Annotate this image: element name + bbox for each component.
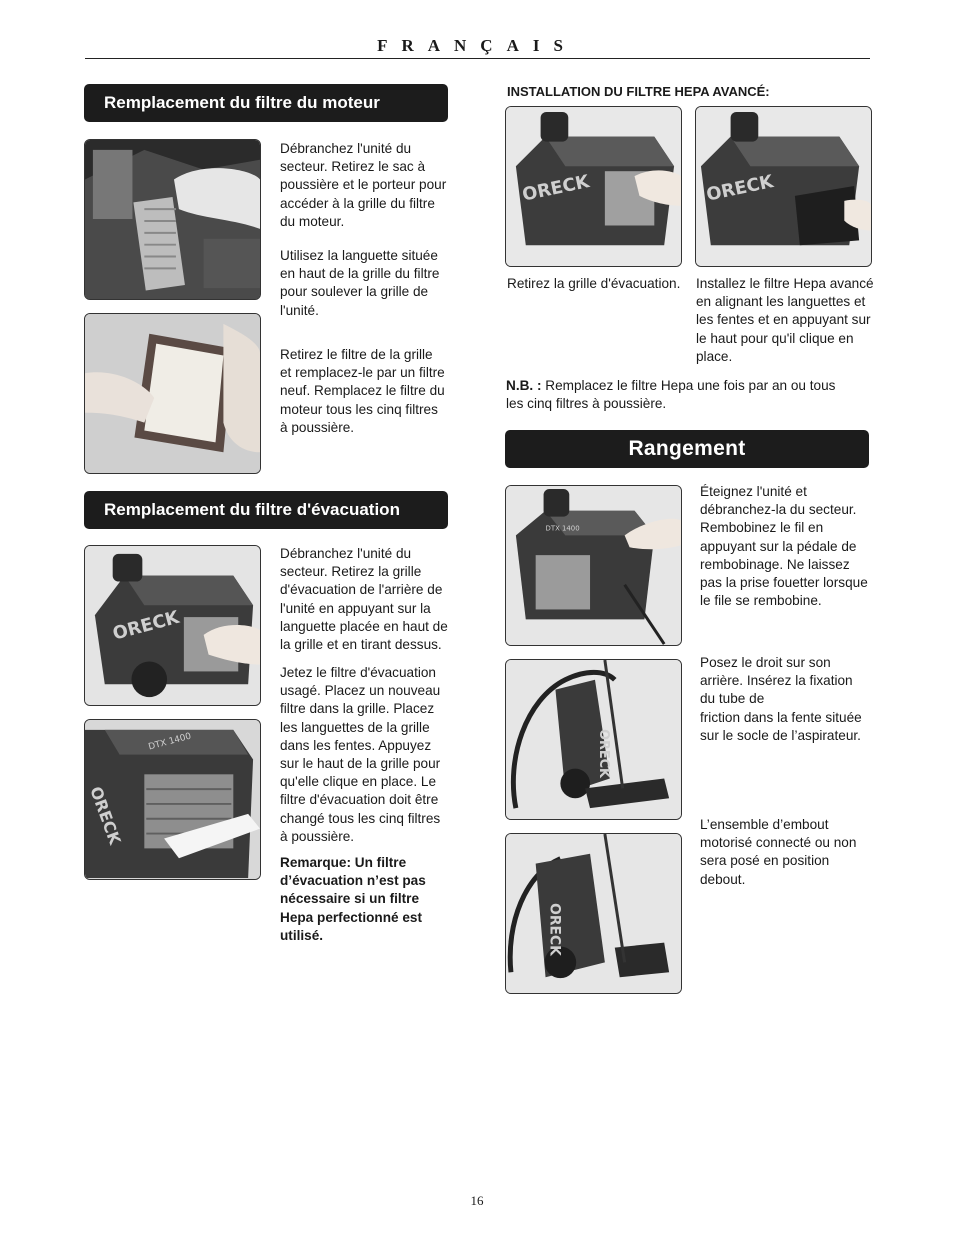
nb-text: Remplacez le filtre Hepa une fois par an ou tous les cinq filtres à poussière. — [506, 378, 836, 412]
motor-filter-text-2: Utilisez la languette située en haut de la grille du filtre pour soulever la grille de l'unité. — [280, 248, 440, 318]
page-number: 16 — [470, 1193, 484, 1208]
brand-logo-3: ORECK — [520, 171, 592, 206]
brand-logo-4: ORECK — [704, 171, 776, 206]
motor-filter-grille-photo — [84, 139, 261, 300]
hepa-remove-grille-photo — [505, 106, 682, 267]
header-rule — [85, 58, 870, 59]
model-mark-2: DTX 1400 — [545, 524, 580, 533]
brand-logo-2: ORECK — [86, 784, 125, 848]
model-mark-1: DTX 1400 — [147, 731, 193, 753]
exhaust-filter-text-2: Jetez le filtre d'évacuation usagé. Placez un nouveau filtre dans la grille. Placez les languettes de la grille dans les fentes. Appuyez sur le haut de la grille pour qu'elle clique en place. Le filtre d'évacuation doit être changé tous les cinq filtres à poussière. — [280, 665, 441, 844]
hepa-caption-install: Installez le filtre Hepa avancé en alignant les languettes et les fentes et en appuyant sur le haut pour qu'il clique en place. — [696, 276, 874, 364]
storage-cord-rewind-photo — [505, 485, 682, 646]
hepa-caption-remove: Retirez la grille d'évacuation. — [507, 276, 681, 291]
storage-text-3: L’ensemble d’embout motorisé connecté ou non sera posé en position debout. — [700, 817, 857, 887]
motor-filter-text-3: Retirez le filtre de la grille et remplacez-le par un filtre neuf. Remplacez le filtre du moteur tous les cinq filtres à poussière. — [280, 347, 445, 435]
motor-filter-section-title: Remplacement du filtre du moteur — [84, 84, 448, 122]
storage-text-1: Éteignez l'unité et débranchez-la du secteur. Rembobinez le fil en appuyant sur la pédale de rembobinage. Ne laissez pas la prise fouetter lorsque le file se rembobine. — [700, 484, 868, 609]
exhaust-filter-replace-photo — [84, 719, 261, 880]
storage-text-2: Posez le droit sur son arrière. Insérez la fixation du tube de friction dans la fente située sur le socle de l’aspirateur. — [700, 655, 862, 743]
exhaust-grille-removal-photo — [84, 545, 261, 706]
exhaust-filter-note: Remarque: Un filtre d’évacuation n’est pas nécessaire si un filtre Hepa perfectionné est utilisé. — [280, 855, 426, 943]
storage-upright-photo — [505, 659, 682, 820]
storage-section-title: Rangement — [505, 430, 869, 468]
motor-filter-text-1: Débranchez l'unité du secteur. Retirez le sac à poussière et le porteur pour accéder à la grille du filtre du moteur. — [280, 141, 447, 229]
brand-logo-6: ORECK — [546, 903, 563, 956]
brand-logo-1: ORECK — [110, 606, 182, 645]
hepa-nb-note — [506, 377, 871, 413]
storage-nozzle-upright-photo — [505, 833, 682, 994]
exhaust-filter-text-1: Débranchez l'unité du secteur. Retirez la grille d'évacuation de l'arrière de l'unité en appuyant sur la languette placée en haut de la grille et en tirant dessus. — [280, 546, 448, 653]
language-header: FRANÇAIS — [377, 36, 577, 55]
hepa-install-filter-photo — [695, 106, 872, 267]
nb-label: N.B. : — [506, 378, 542, 393]
hepa-install-heading: INSTALLATION DU FILTRE HEPA AVANCÉ: — [507, 84, 770, 99]
exhaust-filter-section-title: Remplacement du filtre d'évacuation — [84, 491, 448, 529]
motor-filter-replace-photo — [84, 313, 261, 474]
brand-logo-5: ORECK — [595, 729, 611, 779]
